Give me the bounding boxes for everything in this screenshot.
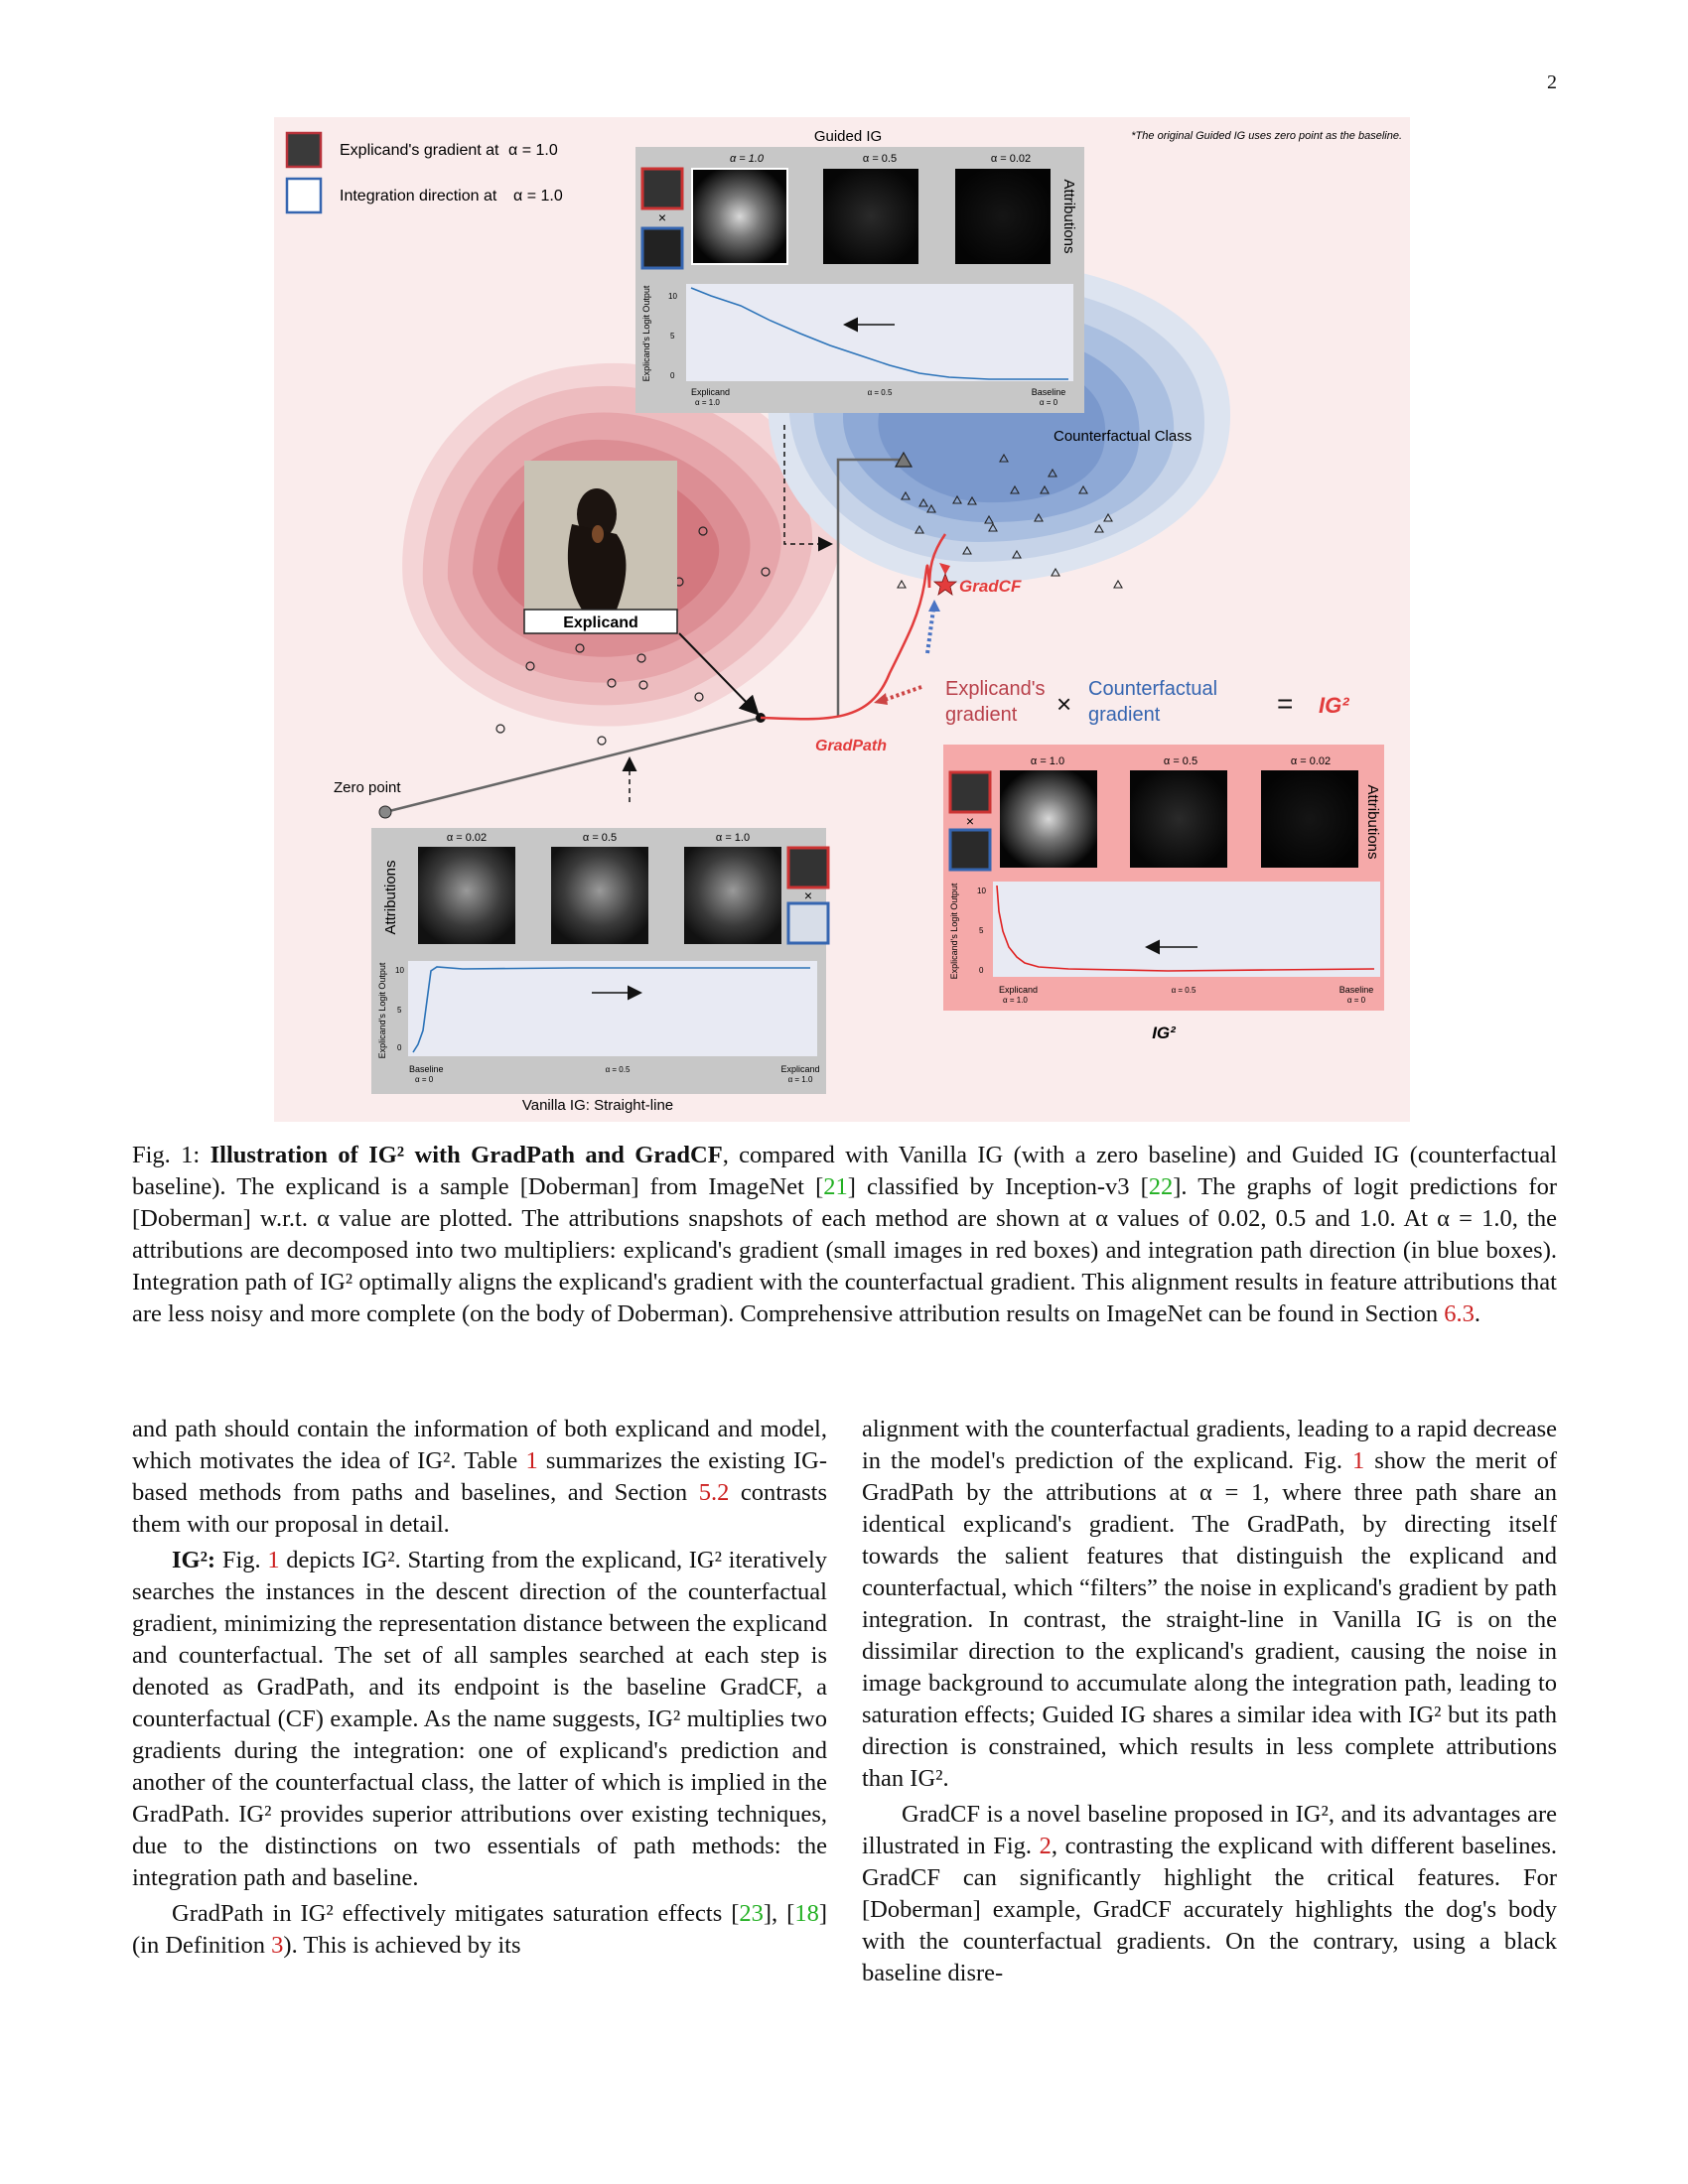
svg-text:α = 0.5: α = 0.5	[867, 388, 893, 397]
guided-ig-title: Guided IG	[813, 128, 883, 145]
explicand-label: Explicand	[563, 614, 638, 631]
legend-gradient-swatch	[287, 133, 321, 167]
guided-times: ×	[657, 209, 667, 225]
ig2-attr-3	[1261, 770, 1358, 868]
svg-text:10: 10	[977, 887, 986, 895]
svg-text:5: 5	[397, 1006, 402, 1015]
counterfactual-class-label: Counterfactual Class	[1054, 428, 1193, 445]
paragraph: GradCF is a novel baseline proposed in IG², and its advantages are illustrated in Fig. 2, contrasting the explicand with different baselines. GradCF can significantly highlight the critical features. For [Doberman] example, GradCF accurately highlights the dog's body with the counterfactual gradients. On the contrary, using a black baseline disre-	[862, 1801, 1558, 1986]
section-link[interactable]: 6.3	[1444, 1300, 1475, 1327]
svg-text:=: =	[1277, 688, 1294, 719]
legend-direction-label: Integration direction at	[340, 188, 497, 205]
svg-text:α = 0: α = 0	[1039, 398, 1058, 407]
citation-link[interactable]: 22	[1148, 1173, 1174, 1200]
zero-point-marker	[379, 806, 391, 818]
svg-text:Explicand: Explicand	[999, 985, 1039, 995]
definition-link[interactable]: 3	[271, 1932, 284, 1959]
guided-alpha-2: α = 0.5	[862, 153, 898, 165]
legend-gradient-label: Explicand's gradient at	[340, 142, 499, 159]
svg-text:α = 0: α = 0	[1346, 996, 1366, 1005]
svg-text:α = 1.0: α = 1.0	[695, 398, 720, 407]
guided-attr-3	[955, 169, 1051, 264]
ig2-panel	[943, 745, 1384, 1042]
svg-text:Baseline: Baseline	[1031, 387, 1066, 397]
svg-text:α = 1.0: α = 1.0	[1030, 755, 1065, 767]
svg-text:α = 1.0: α = 1.0	[1003, 996, 1028, 1005]
svg-text:×: ×	[965, 813, 975, 829]
guided-attr-2	[823, 169, 918, 264]
vanilla-attr-2	[551, 847, 648, 944]
svg-text:gradient: gradient	[1088, 704, 1161, 726]
zero-point-label: Zero point	[334, 779, 401, 796]
svg-text:gradient: gradient	[945, 704, 1018, 726]
paragraph: alignment with the counterfactual gradients, leading to a rapid decrease in the model's prediction of the explicand. Fig. 1 show the merit of GradPath by the attributions at α = 1, where three path share an identical explicand's gradient. The GradPath, by directing itself towards the salient features that distinguish the explicand and counterfactual, which “filters” the noise in explicand's gradient by path integration. In contrast, the straight-line in Vanilla IG is on the dissimilar direction to the explicand's gradient, causing the noise in image background to accumulate along the integration path, leading to saturation effects; Guided IG shares a similar idea with IG² but its path direction is constrained, which results in less complete attributions than IG².	[862, 1416, 1557, 1792]
svg-text:Baseline: Baseline	[1338, 985, 1374, 995]
figure-caption: Fig. 1: Illustration of IG² with GradPath and GradCF, compared with Vanilla IG (with a zero baseline) and Guided IG (counterfactual baseline). The explicand is a sample [Doberman] from ImageNet [21] classified by Inception-v3 [22]. The graphs of logit predictions for [Doberman] w.r.t. α value are plotted. The attributions snapshots of each method are shown at α values of 0.02, 0.5 and 1.0. At α = 1.0, the attributions are decomposed into two multipliers: explicand's gradient (small images in red boxes) and integration path direction (in blue boxes). Integration path of IG² optimally aligns the explicand's gradient with the counterfactual gradient. This alignment results in feature attributions that are less noisy and more complete (on the body of Doberman). Comprehensive attribution results on ImageNet can be found in Section 6.3.	[132, 1142, 1558, 1327]
svg-text:α = 1.0: α = 1.0	[787, 1075, 813, 1084]
ig2-title: IG²	[1152, 1024, 1176, 1042]
svg-text:α = 0.5: α = 0.5	[1163, 755, 1198, 767]
svg-text:0: 0	[670, 371, 675, 380]
caption-label: Fig. 1:	[132, 1142, 201, 1168]
guided-attr-1	[692, 169, 787, 264]
svg-text:Attributions: Attributions	[382, 860, 399, 935]
page-number: 2	[1547, 71, 1557, 93]
guided-alpha-3: α = 0.02	[990, 153, 1032, 165]
svg-text:0: 0	[979, 966, 984, 975]
citation-link[interactable]: 21	[823, 1173, 848, 1200]
gradpath-label: GradPath	[815, 738, 888, 754]
svg-text:α = 1.0: α = 1.0	[715, 832, 751, 844]
figure-link[interactable]: 1	[267, 1547, 280, 1573]
vanilla-ig-panel	[371, 828, 828, 1114]
right-column	[862, 1414, 1557, 1993]
table-link[interactable]: 1	[525, 1447, 538, 1474]
svg-text:α = 0: α = 0	[415, 1075, 434, 1084]
svg-text:Counterfactual: Counterfactual	[1088, 678, 1218, 700]
figure-link[interactable]: 1	[1351, 1447, 1365, 1474]
svg-text:α = 0.5: α = 0.5	[605, 1065, 631, 1074]
figure-1	[274, 117, 1410, 1122]
svg-text:0: 0	[397, 1043, 402, 1052]
svg-text:5: 5	[670, 332, 675, 341]
section-link[interactable]: 5.2	[698, 1479, 730, 1506]
paragraph: GradPath in IG² effectively mitigates saturation effects [23], [18] (in Definition 3). This is achieved by its	[132, 1900, 827, 1959]
caption-title: Illustration of IG² with GradPath and GradCF	[210, 1142, 723, 1168]
legend-direction-swatch	[287, 179, 321, 212]
svg-text:5: 5	[979, 926, 984, 935]
guided-plot-area	[686, 284, 1073, 381]
left-column	[132, 1414, 827, 1966]
svg-text:α = 1.0: α = 1.0	[513, 188, 563, 205]
svg-text:α = 0.02: α = 0.02	[1290, 755, 1332, 767]
paragraph: IG²: Fig. 1 depicts IG². Starting from the explicand, IG² iteratively searches the instances in the descent direction of the counterfactual gradient, minimizing the representation distance between the explicand and counterfactual. The set of all samples searched at each step is denoted as GradPath, and its endpoint is the baseline GradCF, a counterfactual (CF) example. As the name suggests, IG² multiplies two gradients during the integration: one of explicand's prediction and another of the counterfactual class, the latter of which is implied in the GradPath. IG² provides superior attributions over existing techniques, due to the distinctions on two essentials of path methods: the integration path and baseline.	[132, 1547, 827, 1891]
svg-text:Explicand's Logit Output: Explicand's Logit Output	[949, 883, 959, 980]
figure-note: *The original Guided IG uses zero point as the baseline.	[1131, 130, 1402, 142]
citation-link[interactable]: 23	[739, 1900, 764, 1927]
svg-text:×: ×	[803, 887, 813, 903]
svg-text:α = 1.0: α = 1.0	[508, 142, 558, 159]
guided-direction-thumb	[642, 228, 682, 268]
svg-text:Explicand's Logit Output: Explicand's Logit Output	[377, 962, 387, 1059]
svg-text:Explicand: Explicand	[691, 387, 731, 397]
guided-alpha-1: α = 1.0	[729, 153, 765, 165]
guided-attributions-label: Attributions	[1060, 179, 1077, 254]
vanilla-ig-title: Vanilla IG: Straight-line	[521, 1097, 674, 1114]
guided-ig-panel	[635, 128, 1084, 413]
svg-text:α = 0.02: α = 0.02	[446, 832, 488, 844]
svg-text:Explicand: Explicand	[780, 1064, 820, 1074]
svg-text:×: ×	[1056, 689, 1072, 719]
guided-ylabel: Explicand's Logit Output	[641, 285, 651, 382]
svg-text:10: 10	[668, 292, 677, 301]
vanilla-attr-1	[418, 847, 515, 944]
citation-link[interactable]: 18	[794, 1900, 819, 1927]
vanilla-attr-3	[684, 847, 781, 944]
gradcf-label: GradCF	[959, 577, 1022, 596]
figure-link[interactable]: 2	[1039, 1833, 1052, 1859]
svg-text:α = 0.5: α = 0.5	[582, 832, 618, 844]
svg-text:10: 10	[395, 966, 404, 975]
svg-text:Explicand's: Explicand's	[945, 678, 1046, 700]
ig2-attr-2	[1130, 770, 1227, 868]
paragraph: and path should contain the information of both explicand and model, which motivates the idea of IG². Table 1 summarizes the existing IG-based methods from paths and baselines, and Section 5.2 contrasts them with our proposal in detail.	[132, 1416, 828, 1538]
svg-text:Baseline: Baseline	[409, 1064, 444, 1074]
paragraph-heading: IG²:	[172, 1547, 216, 1573]
guided-gradient-thumb	[642, 169, 682, 208]
ig2-attr-1	[1000, 770, 1097, 868]
svg-text:α = 0.5: α = 0.5	[1171, 986, 1196, 995]
explicand-image	[524, 461, 677, 633]
svg-text:Attributions: Attributions	[1364, 784, 1381, 860]
svg-text:IG²: IG²	[1319, 693, 1349, 718]
